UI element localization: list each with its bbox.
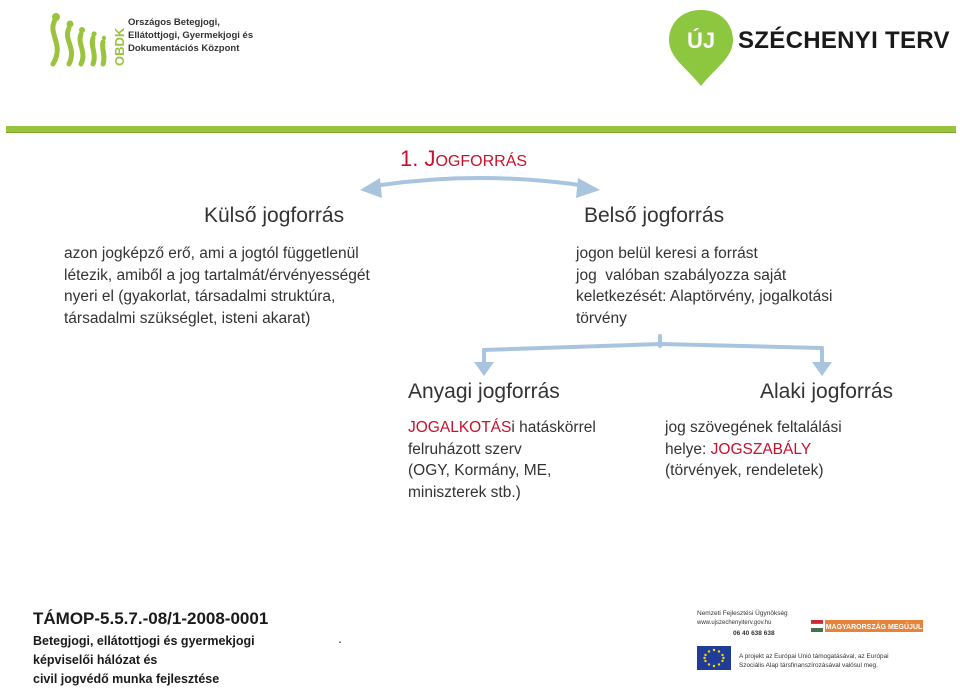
obdk-vertical-text: OBDK xyxy=(112,27,127,66)
nfu-phone-text: 06 40 638 638 xyxy=(733,630,775,637)
footer-line-1: Betegjogi, ellátottjogi és gyermekjogi xyxy=(33,634,255,648)
obdk-line-1: Országos Betegjogi, xyxy=(128,17,220,28)
anyagi-line-3: (OGY, Kormány, ME, xyxy=(408,462,552,479)
belso-line-4: törvény xyxy=(576,309,627,327)
nfu-url-text: www.ujszechenyiterv.gov.hu xyxy=(697,620,772,626)
eu-flag-icon xyxy=(697,646,731,670)
anyagi-line-1 xyxy=(408,417,596,439)
alaki-jogforras-heading: Alaki jogforrás xyxy=(760,380,894,403)
footer-dot: . xyxy=(338,630,342,646)
obdk-line-2: Ellátottjogi, Gyermekjogi és xyxy=(128,30,254,41)
anyagi-line-2: felruházott szerv xyxy=(408,440,522,458)
belso-line-1: jogon belül keresi a forrást xyxy=(576,245,758,262)
title-number: 1. xyxy=(400,146,419,171)
jogalkotas-term: JOGALKOTÁS xyxy=(408,419,512,436)
obdk-name xyxy=(128,16,253,55)
footer-project-code: TÁMOP-5.5.7.-08/1-2008-0001 xyxy=(33,609,269,628)
belso-jogforras-heading: Belső jogforrás xyxy=(584,204,725,227)
eu-project-line-1: A projekt az Európai Unió támogatásával, az Európai xyxy=(739,653,889,660)
title-first-letter: J xyxy=(424,146,436,171)
kulso-line-4: társadalmi szükséglet, isteni akarat) xyxy=(64,309,311,327)
belso-jogforras-description xyxy=(576,243,832,329)
nfu-agency-text: Nemzeti Fejlesztési Ügynökség xyxy=(697,610,788,617)
kulso-line-3: nyeri el (gyakorlat, társadalmi struktúra, xyxy=(64,288,336,305)
kulso-jogforras-description xyxy=(64,243,370,329)
page-title xyxy=(400,146,527,172)
anyagi-line-4: miniszterek stb.) xyxy=(408,483,521,501)
alaki-line-3: (törvények, rendeletek) xyxy=(665,462,824,479)
eu-funding-badge xyxy=(683,606,931,688)
title-rest: OGFORRÁS xyxy=(435,153,528,170)
belso-line-2: jog valóban szabályozza saját xyxy=(576,266,787,284)
belso-line-3: keletkezését: Alaptörvény, jogalkotási xyxy=(576,288,833,305)
anyagi-jogforras-heading: Anyagi jogforrás xyxy=(408,380,560,403)
anyagi-line-1-rest: i hatáskörrel xyxy=(511,419,596,436)
kulso-line-1: azon jogképző erő, ami a jogtól függetlenül xyxy=(64,245,359,262)
footer-line-2: képviselői hálózat és xyxy=(33,653,158,667)
anyagi-jogforras-description xyxy=(408,417,596,503)
obdk-line-3: Dokumentációs Központ xyxy=(128,43,240,54)
megujul-slogan: MAGYARORSZÁG MEGÚJUL xyxy=(825,624,923,631)
footer-project-description xyxy=(33,632,255,689)
eu-project-line-2: Szociális Alap társfinanszírozásával valósul meg. xyxy=(739,662,878,669)
alaki-jogforras-description xyxy=(665,417,842,482)
kulso-line-2: létezik, amiből a jog tartalmát/érvényességét xyxy=(64,266,370,284)
alaki-line-1: jog szövegének feltalálási xyxy=(665,419,842,436)
alaki-line-2-prefix: helye: xyxy=(665,440,711,458)
hungarian-flag-icon xyxy=(811,620,823,632)
jogszabaly-term: JOGSZABÁLY xyxy=(710,440,812,458)
header-divider xyxy=(6,126,956,133)
alaki-line-2 xyxy=(665,439,842,461)
kulso-jogforras-heading: Külső jogforrás xyxy=(204,204,345,227)
szechenyi-terv-name: SZÉCHENYI TERV xyxy=(738,27,950,54)
footer-line-3: civil jogvédő munka fejlesztése xyxy=(33,672,220,686)
szechenyi-badge-text: ÚJ xyxy=(686,28,716,53)
